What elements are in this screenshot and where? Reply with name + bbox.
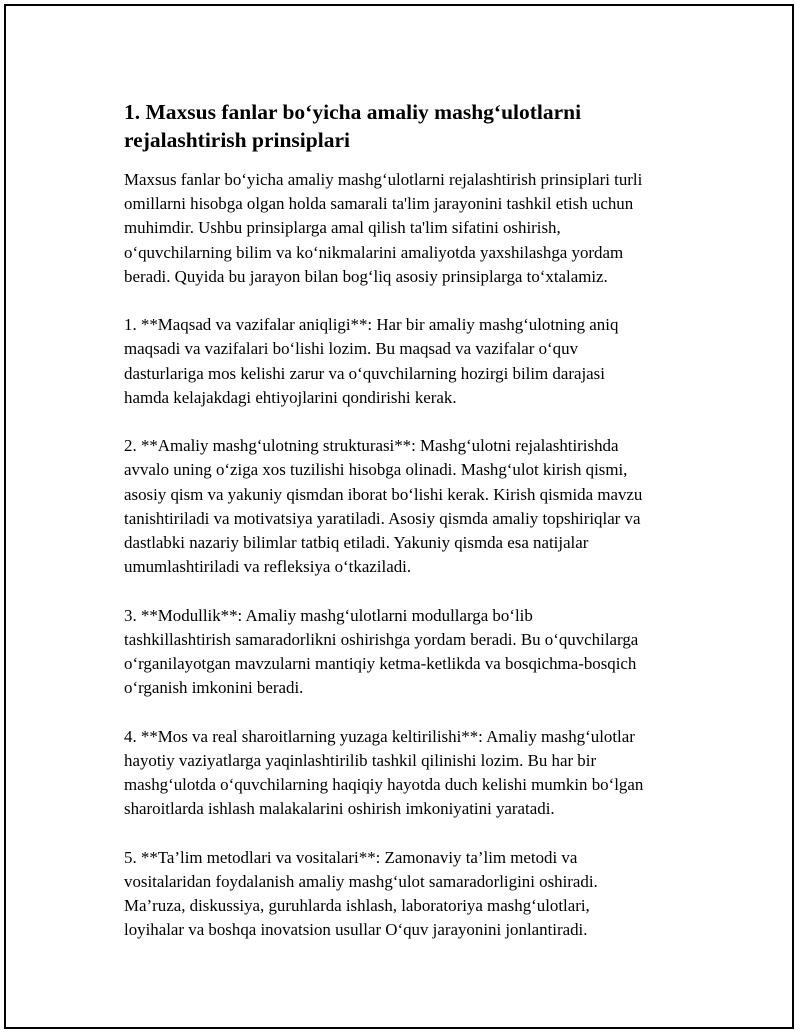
paragraph-line: mashgʻulotda oʻquvchilarning haqiqiy hayotda duch kelishi mumkin boʻlgan [124,775,644,795]
section-title-line: rejalashtirish prinsiplari [124,128,350,152]
intro-paragraph [124,168,694,289]
section-title-line: 1. Maxsus fanlar boʻyicha amaliy mashgʻulotlarni [124,100,582,124]
paragraph-line: 4. **Mos va real sharoitlarning yuzaga keltirilishi**: Amaliy mashgʻulotlar [124,726,635,746]
principle-paragraph-2 [124,434,694,579]
paragraph-line: 2. **Amaliy mashgʻulotning strukturasi**: Mashgʻulotni rejalashtirishda [124,436,619,456]
paragraph-line: 5. **Ta’lim metodlari va vositalari**: Zamonaviy ta’lim metodi va [124,847,578,867]
page-frame [4,4,794,1029]
principle-paragraph-3 [124,604,694,701]
paragraph-line: dasturlariga mos kelishi zarur va oʻquvchilarning hozirgi bilim darajasi [124,363,605,383]
paragraph-line: muhimdir. Ushbu prinsiplarga amal qilish ta'lim sifatini oshirish, [124,218,561,238]
paragraph-line: hayotiy vaziyatlarga yaqinlashtirilib tashkil qilinishi lozim. Bu har bir [124,750,597,770]
document-content [124,98,694,967]
paragraph-line: maqsadi va vazifalari boʻlishi lozim. Bu maqsad va vazifalar oʻquv [124,339,579,359]
paragraph-line: asosiy qism va yakuniy qismdan iborat boʻlishi kerak. Kirish qismida mavzu [124,484,643,504]
paragraph-line: dastlabki nazariy bilimlar tatbiq etiladi. Yakuniy qismda esa natijalar [124,533,589,553]
paragraph-line: oʻquvchilarning bilim va koʻnikmalarini amaliyotda yaxshilashga yordam [124,242,624,262]
paragraph-line: Ma’ruza, diskussiya, guruhlarda ishlash, laboratoriya mashgʻulotlari, [124,896,590,916]
paragraph-line: umumlashtiriladi va refleksiya oʻtkaziladi. [124,557,412,577]
paragraph-line: hamda kelajakdagi ehtiyojlarini qondirishi kerak. [124,387,457,407]
paragraph-line: oʻrganish imkonini beradi. [124,678,304,698]
paragraph-line: sharoitlarda ishlash malakalarini oshirish imkoniyatini yaratadi. [124,799,555,819]
principle-paragraph-4 [124,725,694,822]
principle-paragraph-5 [124,846,694,943]
paragraph-line: oʻrganilayotgan mavzularni mantiqiy ketma-ketlikda va bosqichma-bosqich [124,654,637,674]
principle-paragraph-1 [124,313,694,410]
paragraph-line: avvalo uning oʻziga xos tuzilishi hisobga olinadi. Mashgʻulot kirish qismi, [124,460,628,480]
section-title [124,98,694,154]
paragraph-line: tanishtiriladi va motivatsiya yaratiladi. Asosiy qismda amaliy topshiriqlar va [124,508,641,528]
paragraph-line: vositalaridan foydalanish amaliy mashgʻulot samaradorligini oshiradi. [124,871,598,891]
paragraph-line: Maxsus fanlar boʻyicha amaliy mashgʻulotlarni rejalashtirish prinsiplari turli [124,170,643,189]
paragraph-line: loyihalar va boshqa inovatsion usullar Oʻquv jarayonini jonlantiradi. [124,920,588,940]
paragraph-line: beradi. Quyida bu jarayon bilan bogʻliq asosiy prinsiplarga toʻxtalamiz. [124,266,608,286]
paragraph-line: tashkillashtirish samaradorlikni oshirishga yordam beradi. Bu oʻquvchilarga [124,629,639,649]
paragraph-line: 3. **Modullik**: Amaliy mashgʻulotlarni modullarga boʻlib [124,605,533,625]
paragraph-line: omillarni hisobga olgan holda samarali ta'lim jarayonini tashkil etish uchun [124,194,634,214]
paragraph-line: 1. **Maqsad va vazifalar aniqligi**: Har bir amaliy mashgʻulotning aniq [124,315,619,335]
